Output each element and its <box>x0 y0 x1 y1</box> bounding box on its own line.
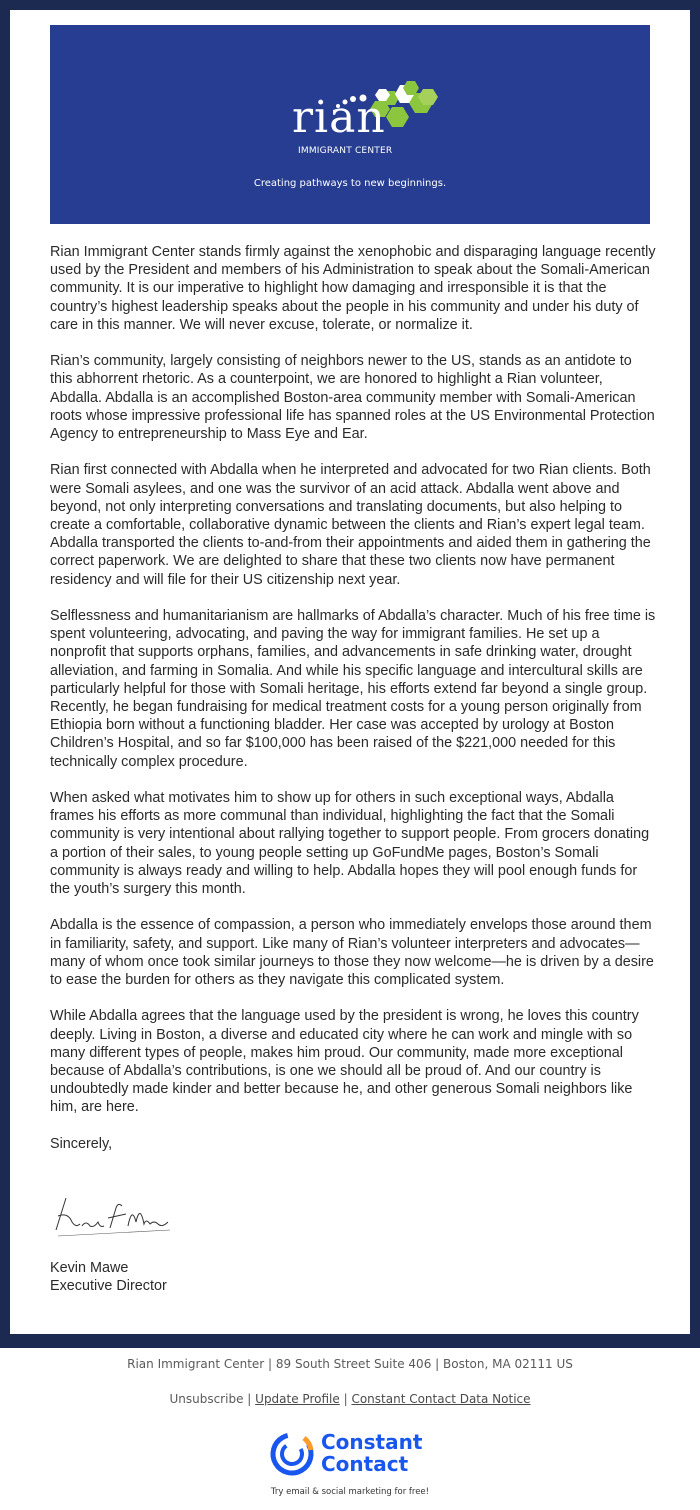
signer-title: Executive Director <box>50 1278 167 1294</box>
footer-separator: | <box>247 1392 252 1406</box>
sign-off: Sincerely, <box>50 1135 113 1152</box>
logo-hexagon <box>386 107 409 127</box>
constant-contact-logo-icon[interactable] <box>268 1430 316 1478</box>
paragraph-closing: While Abdalla agrees that the language used by the president is wrong, he loves this country deeply. Living in Boston, a diverse and educated city where he can work and mingle with so many different types of people, makes him proud. Our community, made more exceptional because of Abdalla’s contributions, is one we should all be proud of. And our country is undoubtedly made kinder and better because he, and other generous Somali neighbors like him, are here. <box>50 1008 639 1116</box>
banner-tagline: Creating pathways to new beginnings. <box>253 178 447 189</box>
paragraph-selflessness: Selflessness and humanitarianism are hallmarks of Abdalla’s character. Much of his free time is spent volunteering, advocating, and paving the way for immigrant families. He set up a nonprofit that supports orphans, families, and advancements in safe drinking water, drought alleviation, and farming in Somalia. And while his specific language and intercultural skills are particularly helpful for those with Somali heritage, his efforts extend far beyond a single group. Recently, he began fundraising for medical treatment costs for a young person originally from Ethiopia born without a functioning bladder. Her case was accepted by urology at Boston Children’s Hospital, and so far $100,000 has been raised of the $221,000 needed for this technically complex procedure. <box>50 608 656 770</box>
paragraph-community: Rian’s community, largely consisting of neighbors newer to the US, stands as an antidote to this abhorrent rhetoric. As a counterpoint, we are honored to highlight a Rian volunteer, Abdalla. Abdalla is an accomplished Boston-area community member with Somali-American roots whose impressive professional life has spanned roles at the US Environmental Protection Agency to entrepreneurship to Mass Eye and Ear. <box>50 353 655 443</box>
footer-links <box>0 1392 700 1406</box>
letter-body <box>50 243 656 1171</box>
data-notice-link[interactable]: Constant Contact Data Notice <box>351 1392 531 1406</box>
logo-wordmark: rian <box>292 92 386 143</box>
signer-name: Kevin Mawe <box>50 1260 129 1276</box>
paragraph-motivation: When asked what motivates him to show up for others in such exceptional ways, Abdalla frames his efforts as more communal than individual, highlighting the fact that the Somali community is very intentional about rallying together to support people. From grocers donating a portion of their sales, to young people setting up GoFundMe pages, Boston’s Somali community is always ready and willing to help. Abdalla hopes they will pool enough funds for the youth’s surgery this month. <box>50 790 650 898</box>
header-banner <box>50 25 650 224</box>
paragraph-compassion: Abdalla is the essence of compassion, a person who immediately envelops those around them in familiarity, safety, and support. Like many of Rian’s volunteer interpreters and advocates—many of whom once took similar journeys to those they now welcome—he is driven by a desire to ease the burden for others as they navigate this complicated system. <box>50 917 654 989</box>
email-card <box>10 10 690 1334</box>
footer-separator: | <box>343 1392 348 1406</box>
paragraph-statement: Rian Immigrant Center stands firmly against the xenophobic and disparaging language recently used by the President and members of his Administration to speak about the Somali-American community. It is our imperative to highlight how damaging and irresponsible it is that the country’s highest leadership speaks about the people in his community and under his duty of care in this manner. We will never excuse, tolerate, or normalize it. <box>50 244 656 333</box>
handwritten-signature <box>50 1192 180 1242</box>
unsubscribe-link[interactable]: Unsubscribe <box>169 1392 244 1406</box>
constant-contact-tagline[interactable]: Try email & social marketing for free! <box>270 1487 430 1497</box>
footer-address: Rian Immigrant Center | 89 South Street Suite 406 | Boston, MA 02111 US <box>127 1357 573 1371</box>
paragraph-first-connection: Rian first connected with Abdalla when he interpreted and advocated for two Rian clients. Both were Somali asylees, and one was the survivor of an acid attack. Abdalla went above and beyond, not only interpreting conversations and translating documents, but also helping to create a comfortable, collaborative dynamic between the clients and Rian’s expert legal team. Abdalla transported the clients to-and-from their appointments and aided them in gathering the correct paperwork. We are delighted to share that these two clients now have permanent residency and will file for their US citizenship next year. <box>50 462 651 588</box>
logo-subtitle: IMMIGRANT CENTER <box>298 146 393 156</box>
signer-block <box>50 1259 167 1295</box>
update-profile-link[interactable]: Update Profile <box>255 1392 340 1406</box>
constant-contact-wordmark[interactable]: Constant Contact <box>321 1430 423 1476</box>
